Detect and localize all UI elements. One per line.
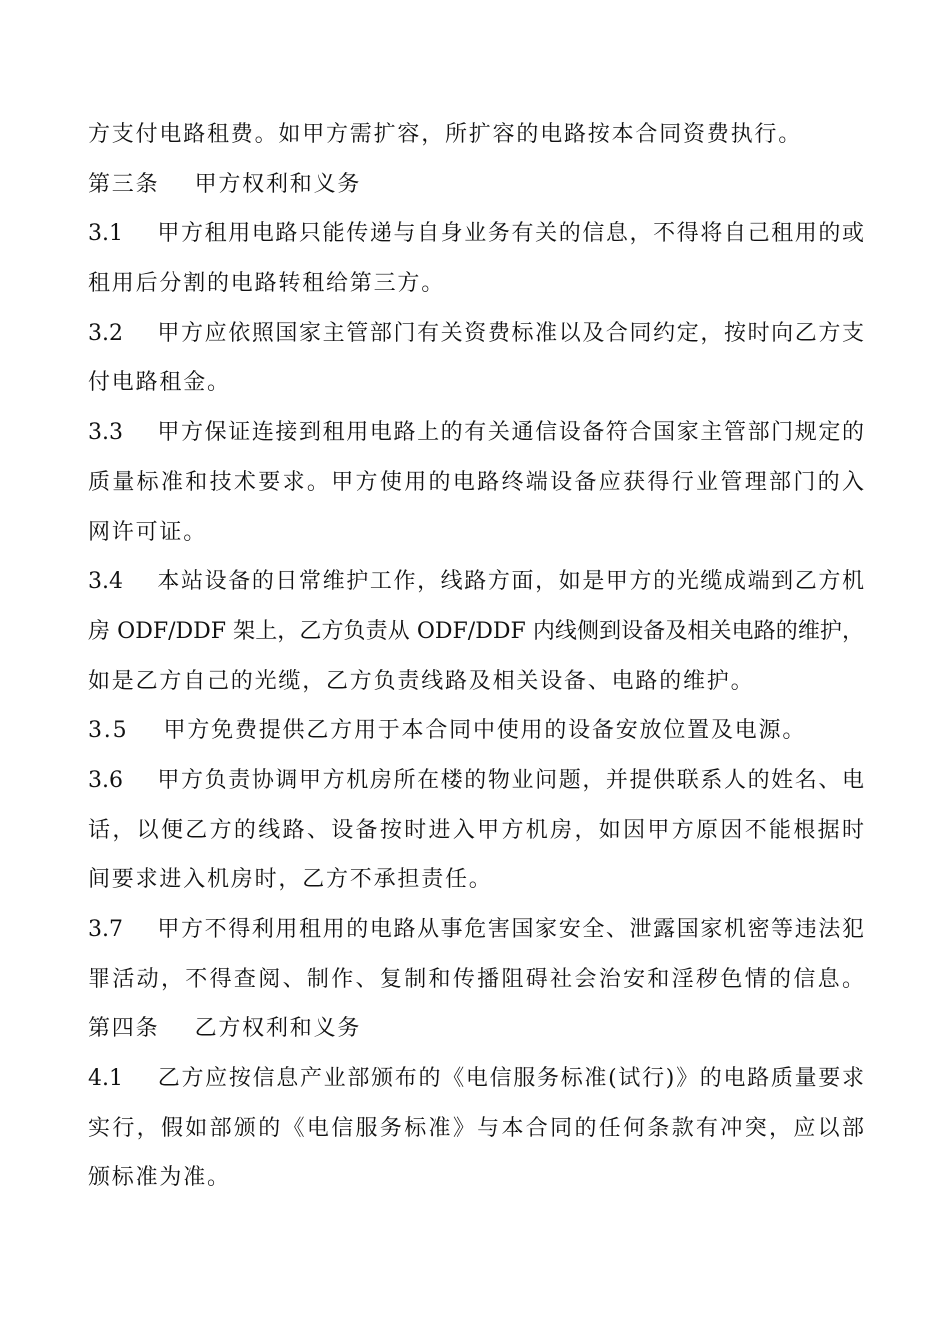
clause-3-7-line-2: 罪活动，不得查阅、制作、复制和传播阻碍社会治安和淫秽色情的信息。 <box>88 966 864 992</box>
clause-3-2-line-2: 付电路租金。 <box>88 370 231 396</box>
document-body <box>88 117 864 1210</box>
clause-3-4-line-3: 如是乙方自己的光缆，乙方负责线路及相关设备、电路的维护。 <box>88 668 755 694</box>
clause-4-1-line-1: 4.1 乙方应按信息产业部颁布的《电信服务标准(试行)》的电路质量要求 <box>88 1066 864 1092</box>
text-line: 方支付电路租费。如甲方需扩容，所扩容的电路按本合同资费执行。 <box>88 122 803 147</box>
clause-3-6-line-1: 3.6 甲方负责协调甲方机房所在楼的物业问题，并提供联系人的姓名、电 <box>88 767 864 793</box>
clause-3-3-line-1: 3.3 甲方保证连接到租用电路上的有关通信设备符合国家主管部门规定的 <box>88 420 864 446</box>
clause-3-6-line-3: 间要求进入机房时，乙方不承担责任。 <box>88 867 493 893</box>
clause-3-1-line-2: 租用后分割的电路转租给第三方。 <box>88 271 446 297</box>
clause-3-3-line-3: 网许可证。 <box>88 519 208 545</box>
clause-3-5-line-1: 3.5 甲方免费提供乙方用于本合同中使用的设备安放位置及电源。 <box>88 718 807 744</box>
clause-3-3-line-2: 质量标准和技术要求。甲方使用的电路终端设备应获得行业管理部门的入 <box>88 469 864 495</box>
clause-3-6-line-2: 话，以便乙方的线路、设备按时进入甲方机房，如因甲方原因不能根据时 <box>88 817 864 843</box>
clause-3-4-line-2: 房 ODF/DDF 架上，乙方负责从 ODF/DDF 内线侧到设备及相关电路的维护， <box>88 618 864 644</box>
clause-3-2-line-1: 3.2 甲方应依照国家主管部门有关资费标准以及合同约定，按时向乙方支 <box>88 320 864 346</box>
clause-3-7-line-1: 3.7 甲方不得利用租用的电路从事危害国家安全、泄露国家机密等违法犯 <box>88 917 864 942</box>
clause-3-4-line-1: 3.4 本站设备的日常维护工作，线路方面，如是甲方的光缆成端到乙方机 <box>88 569 864 595</box>
section-heading-4: 第四条 乙方权利和义务 <box>88 1016 362 1042</box>
section-heading-3: 第三条 甲方权利和义务 <box>88 171 362 197</box>
clause-4-1-line-2: 实行，假如部颁的《电信服务标准》与本合同的任何条款有冲突，应以部 <box>88 1115 864 1141</box>
clause-3-1-line-1: 3.1 甲方租用电路只能传递与自身业务有关的信息，不得将自己租用的或 <box>88 221 864 247</box>
clause-4-1-line-3: 颁标准为准。 <box>88 1165 231 1191</box>
